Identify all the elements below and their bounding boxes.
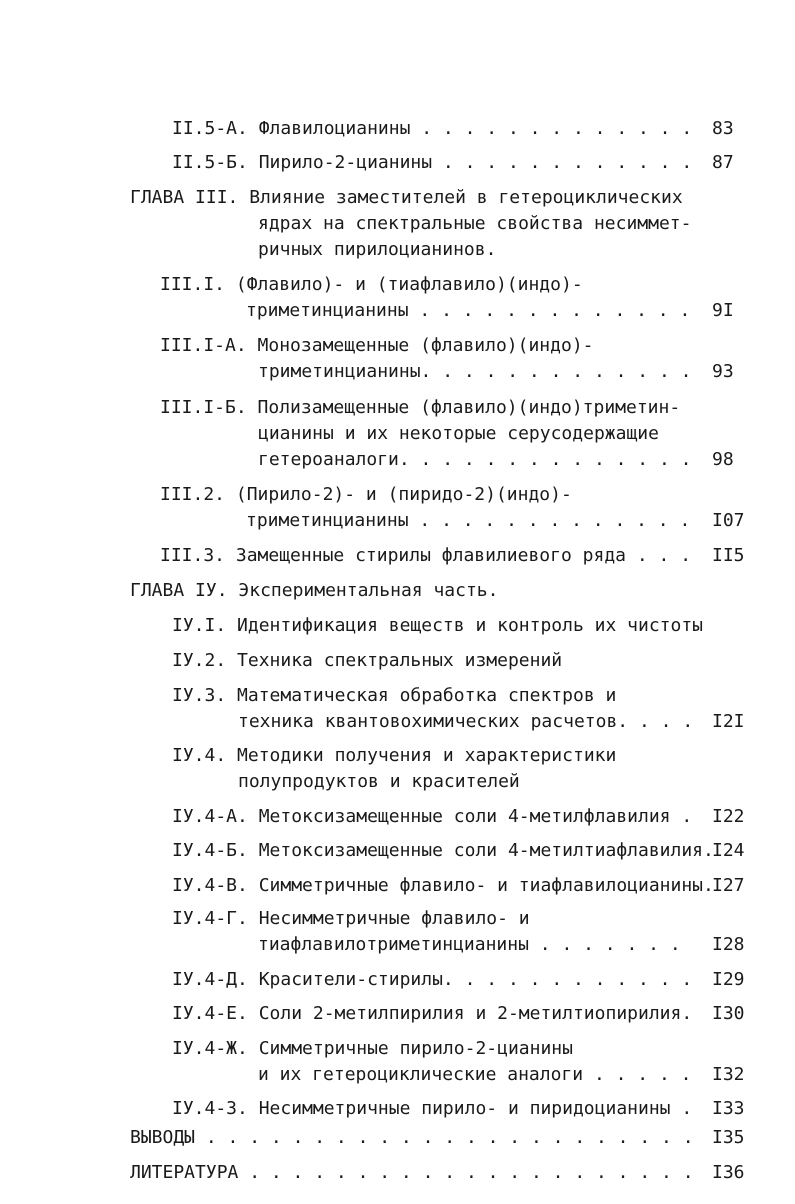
page-number: I30 [712, 1003, 745, 1024]
leader-dots: . . . [628, 711, 694, 732]
entry-label: IУ.4-Б. [172, 840, 248, 861]
toc-entry [130, 1160, 694, 1186]
entry-label: ГЛАВА IУ. [130, 580, 228, 601]
page-number: I28 [712, 934, 745, 955]
leader-dots: . . . . . [583, 1064, 692, 1085]
page-number: I22 [712, 806, 745, 827]
entry-title: Красители-стирилы. [258, 969, 454, 990]
toc-entry [172, 648, 562, 674]
leader-dots: . . . . . . . . . . . [453, 969, 693, 990]
entry-title-line: и их гетероциклические аналоги . . . . . [258, 1064, 692, 1085]
leader-dots: . . . . . . . . . . . . . [409, 449, 692, 470]
leader-dots: . . . . . . . [528, 934, 692, 955]
entry-title-line: триметинцианины . . . . . . . . . . . . . [246, 300, 691, 321]
page-number: I33 [712, 1098, 745, 1119]
entry-title-line: гетероаналоги. . . . . . . . . . . . . . [258, 449, 692, 470]
page-number: 83 [712, 118, 734, 139]
entry-title-line: цианины и их некоторые серусодержащие [258, 423, 659, 444]
entry-label: III.I-A. [160, 335, 247, 356]
entry-title: ВЫВОДЫ [130, 1127, 196, 1148]
leader-dots: . [670, 806, 693, 827]
entry-title-line: тиафлавилотриметинцианины . . . . . . . [258, 934, 692, 955]
toc-entry [172, 116, 692, 142]
entry-label: III.2. [160, 484, 226, 505]
entry-title: (Флавило)- и (тиафлавило)(индо)- [235, 274, 583, 295]
entry-title-line: полупродуктов и красителей [238, 771, 520, 792]
entry-label: IУ.4-З. [172, 1098, 248, 1119]
toc-entry [160, 482, 572, 508]
entry-label: III.I. [160, 274, 226, 295]
leader-dots: . . . . . . . . . . . . [431, 361, 692, 382]
entry-title: Симметричные пирило-2-цианины [258, 1038, 573, 1059]
chapter-heading [130, 578, 498, 604]
page-number: I29 [712, 969, 745, 990]
entry-title: Несимметричные флавило- и [258, 908, 530, 929]
page-number: 87 [712, 152, 734, 173]
entry-label: IУ.2. [172, 650, 227, 671]
entry-title: Пирило-2-цианины [258, 152, 433, 173]
entry-label: II.5-A. [172, 118, 248, 139]
entry-title: Идентификация веществ и контроль их чистоты [237, 615, 704, 636]
page-number: I35 [712, 1127, 745, 1148]
toc-entry [172, 804, 692, 830]
entry-title: Полизамещенные (флавило)(индо)триметин- [257, 397, 681, 418]
toc-entry [172, 743, 616, 769]
leader-dots: . . . . . . . . . . . . [432, 152, 693, 173]
entry-label: IУ.4-Е. [172, 1003, 248, 1024]
entry-label: III.3. [160, 545, 226, 566]
toc-entry [172, 873, 714, 899]
toc-entry [172, 150, 692, 176]
entry-label: ГЛАВА III. [130, 187, 239, 208]
entry-label: III.I-Б. [160, 397, 247, 418]
entry-title: Техника спектральных измерений [237, 650, 563, 671]
leader-dots: . . . . . . . . . . . . . . . . . . . . . [238, 1162, 694, 1183]
toc-entry [172, 1036, 573, 1062]
entry-title: (Пирило-2)- и (пиридо-2)(индо)- [235, 484, 572, 505]
entry-title-line: ядрах на спектральные свойства несиммет- [258, 213, 692, 234]
toc-entry [172, 683, 616, 709]
entry-label: IУ.4-A. [172, 806, 248, 827]
leader-dots: . . . [626, 545, 692, 566]
entry-title-line: техника квантовохимических расчетов. . . . [238, 711, 694, 732]
entry-label: IУ.3. [172, 685, 227, 706]
entry-title: Методики получения и характеристики [237, 745, 617, 766]
page-number: 93 [712, 361, 734, 382]
leader-dots: . . . . . . . . . . . . . [408, 510, 691, 531]
leader-dots: . . . . . . . . . . . . . [410, 118, 693, 139]
entry-label: IУ.4-Ж. [172, 1038, 248, 1059]
entry-title: Влияние заместителей в гетероциклических [249, 187, 683, 208]
toc-entry [172, 613, 703, 639]
page-number: I27 [712, 875, 745, 896]
entry-title: Флавилоцианины [258, 118, 411, 139]
toc-entry [160, 543, 691, 569]
entry-title: Несимметричные пирило- и пиридоцианины [258, 1098, 671, 1119]
entry-label: IУ.4. [172, 745, 227, 766]
page-number: I36 [712, 1162, 745, 1183]
toc-entry [160, 395, 680, 421]
leader-dots: . [670, 1098, 693, 1119]
toc-entry [172, 1001, 692, 1027]
toc-entry [172, 967, 692, 993]
entry-label: IУ.4-Г. [172, 908, 248, 929]
leader-dots: . . . . . . . . . . . . . . . . . . . . . . . [195, 1127, 694, 1148]
entry-label: IУ.4-Д. [172, 969, 248, 990]
chapter-heading [130, 185, 683, 211]
page-number: II5 [712, 545, 745, 566]
entry-label: II.5-Б. [172, 152, 248, 173]
entry-title: Соли 2-метилпирилия и 2-метилтиопирилия. [258, 1003, 693, 1024]
page-number: I2I [712, 711, 745, 732]
entry-title-line: триметинцианины . . . . . . . . . . . . . [246, 510, 691, 531]
entry-title: Экспериментальная часть. [238, 580, 499, 601]
toc-entry [160, 272, 583, 298]
entry-label: IУ.I. [172, 615, 227, 636]
toc-entry [172, 1096, 692, 1122]
page-number: 98 [712, 449, 734, 470]
page-number: I24 [712, 840, 745, 861]
entry-title: Метоксизамещенные соли 4-метилтиафлавилия. [258, 840, 714, 861]
toc-entry [130, 1125, 694, 1151]
toc-entry [172, 906, 530, 932]
page-number: I32 [712, 1064, 745, 1085]
toc-entry [172, 838, 714, 864]
entry-title: Математическая обработка спектров и [237, 685, 617, 706]
entry-label: IУ.4-В. [172, 875, 248, 896]
entry-title-line: ричных пирилоцианинов. [258, 239, 497, 260]
entry-title: Замещенные стирилы флавилиевого ряда [235, 545, 627, 566]
toc-entry [160, 333, 594, 359]
leader-dots: . . . . . . . . . . . . . [408, 300, 691, 321]
entry-title: Метоксизамещенные соли 4-метилфлавилия [258, 806, 671, 827]
entry-title: Симметричные флавило- и тиафлавилоцианины. [258, 875, 714, 896]
entry-title: Монозамещенные (флавило)(индо)- [257, 335, 594, 356]
page-number: I07 [712, 510, 745, 531]
entry-title-line: триметинцианины. . . . . . . . . . . . . [258, 361, 692, 382]
entry-title: ЛИТЕРАТУРА [130, 1162, 239, 1183]
page-number: 9I [712, 300, 734, 321]
